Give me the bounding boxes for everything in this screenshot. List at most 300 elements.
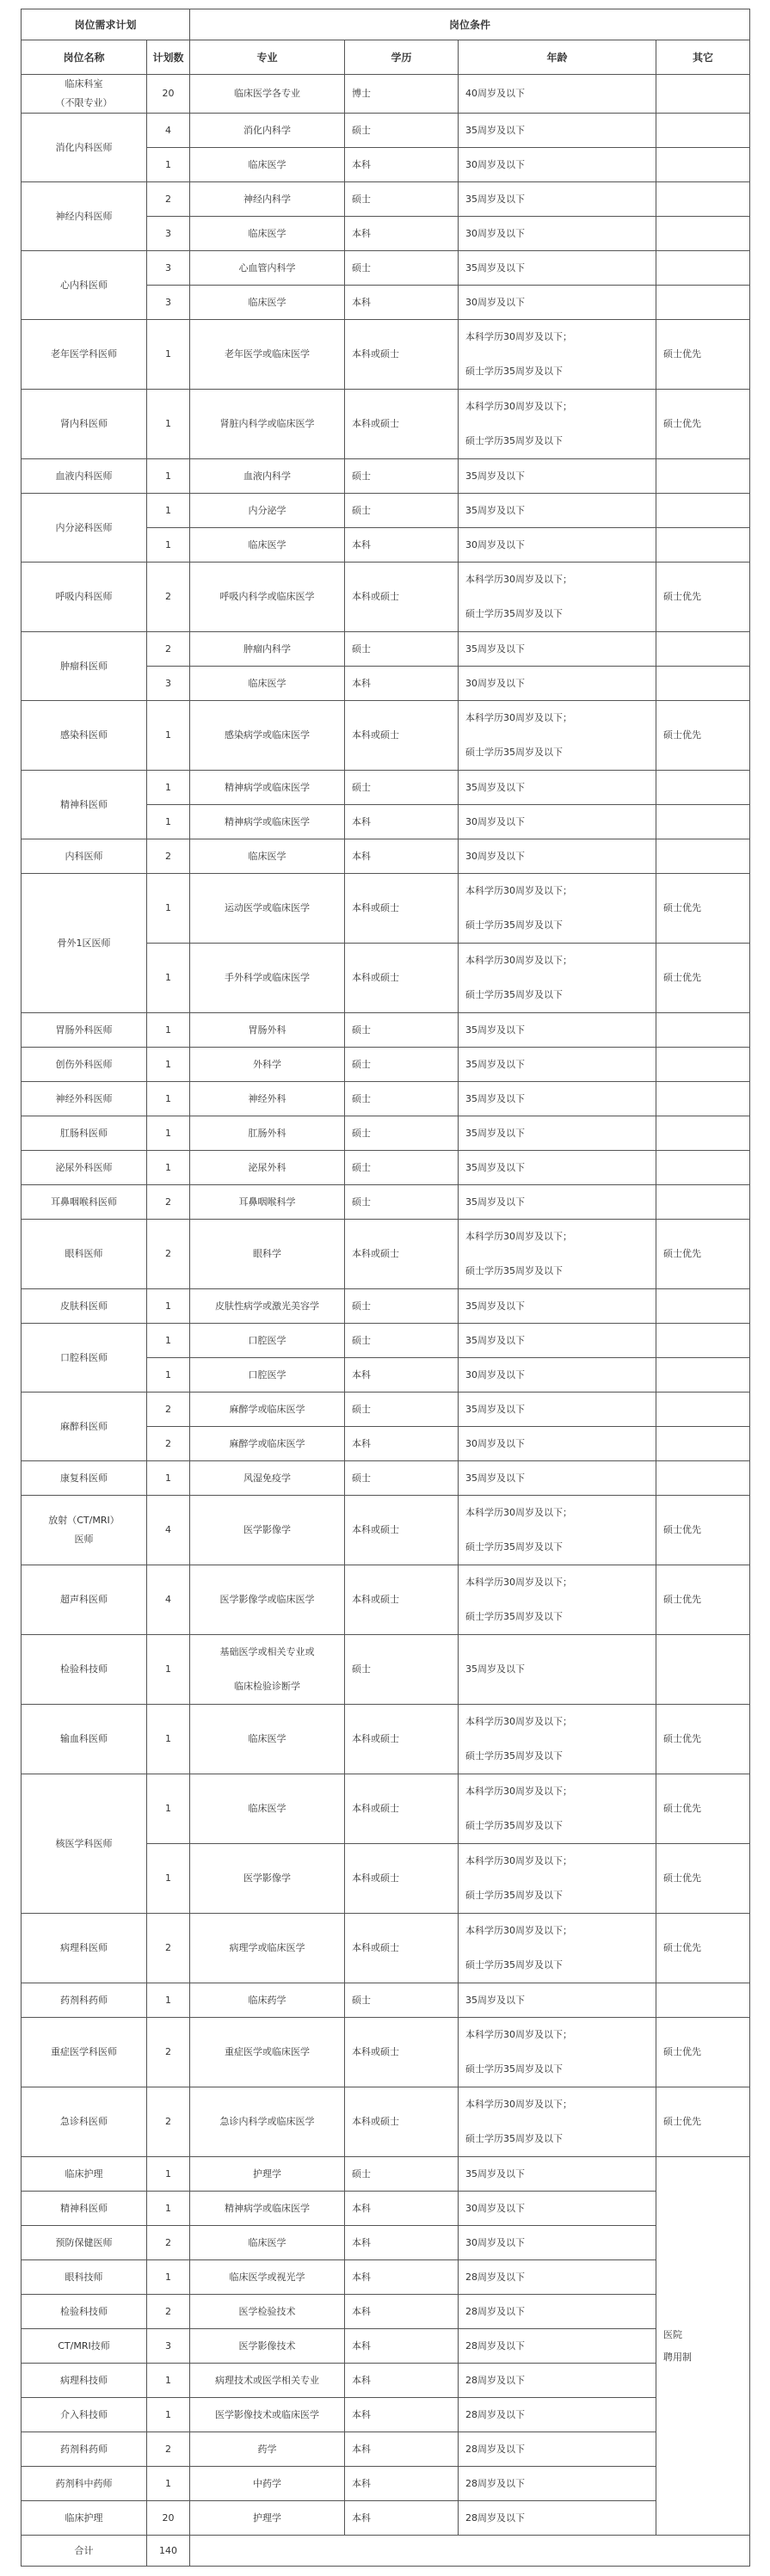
position-name-cell: 骨外1区医师 xyxy=(22,874,147,1013)
other-cell xyxy=(656,1116,750,1151)
position-name-line: （不限专业） xyxy=(55,97,113,108)
major-cell: 医学影像学 xyxy=(190,1496,345,1565)
plan-count-cell: 2 xyxy=(147,1185,190,1220)
other-cell xyxy=(656,1048,750,1082)
position-name-cell: 药剂科中药师 xyxy=(22,2467,147,2501)
plan-count-cell: 1 xyxy=(147,320,190,390)
position-name-cell: 康复科医师 xyxy=(22,1461,147,1496)
other-cell xyxy=(656,839,750,874)
position-name-cell: 口腔科医师 xyxy=(22,1324,147,1393)
table-row xyxy=(22,563,750,632)
age-cell: 35周岁及以下 xyxy=(459,1151,656,1185)
position-name-cell: 肿瘤科医师 xyxy=(22,632,147,701)
age-cell: 35周岁及以下 xyxy=(459,494,656,528)
position-name-cell: 皮肤科医师 xyxy=(22,1289,147,1324)
position-name-cell: 内科医师 xyxy=(22,839,147,874)
other-cell xyxy=(656,251,750,286)
plan-count-cell: 1 xyxy=(147,390,190,459)
table-row xyxy=(22,1013,750,1048)
education-cell: 硕士 xyxy=(345,182,459,217)
position-name-cell: 泌尿外科医师 xyxy=(22,1151,147,1185)
plan-count-cell: 1 xyxy=(147,1983,190,2018)
education-cell: 本科 xyxy=(345,2432,459,2467)
education-cell: 本科或硕士 xyxy=(345,563,459,632)
education-cell: 硕士 xyxy=(345,1461,459,1496)
position-name-cell: 检验科技师 xyxy=(22,1635,147,1705)
education-cell: 硕士 xyxy=(345,1324,459,1358)
plan-count-cell: 1 xyxy=(147,771,190,805)
major-cell: 麻醉学或临床医学 xyxy=(190,1427,345,1461)
major-cell: 医学影像技术或临床医学 xyxy=(190,2398,345,2432)
table-row xyxy=(22,2018,750,2087)
major-cell: 肾脏内科学或临床医学 xyxy=(190,390,345,459)
major-cell: 麻醉学或临床医学 xyxy=(190,1393,345,1427)
table-row xyxy=(22,701,750,771)
plan-count-cell: 4 xyxy=(147,114,190,148)
plan-count-cell: 2 xyxy=(147,2018,190,2087)
major-cell: 耳鼻咽喉科学 xyxy=(190,1185,345,1220)
education-cell: 本科 xyxy=(345,2329,459,2364)
major-cell: 临床医学各专业 xyxy=(190,75,345,114)
table-row xyxy=(22,874,750,944)
cell-line: 本科学历30周岁及以下； xyxy=(465,1231,573,1242)
plan-count-cell: 1 xyxy=(147,701,190,771)
table-row xyxy=(22,2364,750,2398)
other-cell xyxy=(656,632,750,667)
major-cell: 重症医学或临床医学 xyxy=(190,2018,345,2087)
table-row xyxy=(22,1289,750,1324)
cell-line: 硕士学历35周岁及以下 xyxy=(465,919,564,931)
age-cell: 28周岁及以下 xyxy=(459,2432,656,2467)
education-cell: 硕士 xyxy=(345,251,459,286)
other-cell: 硕士优先 xyxy=(656,1774,750,1844)
major-cell: 精神病学或临床医学 xyxy=(190,2192,345,2226)
position-name-cell: 输血科医师 xyxy=(22,1705,147,1774)
table-row xyxy=(22,1151,750,1185)
education-cell: 本科 xyxy=(345,667,459,701)
major-cell: 口腔医学 xyxy=(190,1358,345,1393)
position-name-cell: 肾内科医师 xyxy=(22,390,147,459)
major-cell: 临床医学 xyxy=(190,667,345,701)
position-name-cell: 内分泌科医师 xyxy=(22,494,147,563)
education-cell: 硕士 xyxy=(345,1082,459,1116)
cell-line: 本科学历30周岁及以下； xyxy=(465,712,573,723)
education-cell: 本科 xyxy=(345,839,459,874)
cell-line: 本科学历30周岁及以下； xyxy=(465,1786,573,1797)
table-row xyxy=(22,2157,750,2192)
plan-count-cell: 4 xyxy=(147,1496,190,1565)
plan-count-cell: 1 xyxy=(147,148,190,182)
col-header-count: 计划数 xyxy=(147,40,190,75)
major-cell: 心血管内科学 xyxy=(190,251,345,286)
age-cell xyxy=(459,944,656,1013)
major-cell: 病理学或临床医学 xyxy=(190,1914,345,1983)
education-cell: 硕士 xyxy=(345,1289,459,1324)
position-name-cell: 麻醉科医师 xyxy=(22,1393,147,1461)
total-label: 合计 xyxy=(22,2536,147,2567)
education-cell: 硕士 xyxy=(345,459,459,494)
age-cell: 35周岁及以下 xyxy=(459,114,656,148)
position-name-cell: 消化内科医师 xyxy=(22,114,147,182)
age-cell: 28周岁及以下 xyxy=(459,2295,656,2329)
plan-count-cell: 1 xyxy=(147,2364,190,2398)
education-cell: 硕士 xyxy=(345,1185,459,1220)
education-cell: 本科或硕士 xyxy=(345,944,459,1013)
plan-count-cell: 1 xyxy=(147,2467,190,2501)
other-cell xyxy=(656,1393,750,1427)
major-cell: 临床医学 xyxy=(190,2226,345,2260)
position-name-cell: 感染科医师 xyxy=(22,701,147,771)
plan-count-cell: 1 xyxy=(147,1635,190,1705)
education-cell: 本科或硕士 xyxy=(345,1914,459,1983)
age-cell: 30周岁及以下 xyxy=(459,667,656,701)
cell-line: 本科学历30周岁及以下； xyxy=(465,331,573,342)
table-row xyxy=(22,2432,750,2467)
education-cell: 本科 xyxy=(345,2226,459,2260)
plan-count-cell: 2 xyxy=(147,563,190,632)
major-cell: 精神病学或临床医学 xyxy=(190,805,345,839)
recruitment-plan-table xyxy=(21,9,750,2567)
education-cell: 硕士 xyxy=(345,771,459,805)
other-cell xyxy=(656,528,750,563)
age-cell: 35周岁及以下 xyxy=(459,1116,656,1151)
table-row xyxy=(22,1914,750,1983)
plan-count-cell: 1 xyxy=(147,2192,190,2226)
age-cell: 35周岁及以下 xyxy=(459,1324,656,1358)
other-cell: 硕士优先 xyxy=(656,1496,750,1565)
plan-count-cell: 2 xyxy=(147,1914,190,1983)
age-cell xyxy=(459,1220,656,1289)
plan-count-cell: 1 xyxy=(147,1048,190,1082)
other-cell xyxy=(656,1983,750,2018)
other-cell xyxy=(656,1151,750,1185)
major-cell: 神经外科 xyxy=(190,1082,345,1116)
table-row xyxy=(22,1185,750,1220)
other-cell xyxy=(656,1013,750,1048)
major-cell xyxy=(190,1635,345,1705)
major-cell: 风湿免疫学 xyxy=(190,1461,345,1496)
table-row xyxy=(22,1774,750,1844)
education-cell: 本科 xyxy=(345,217,459,251)
major-cell: 血液内科学 xyxy=(190,459,345,494)
cell-line: 硕士学历35周岁及以下 xyxy=(465,608,564,619)
age-cell xyxy=(459,1705,656,1774)
education-cell: 硕士 xyxy=(345,1116,459,1151)
table-row xyxy=(22,390,750,459)
cell-line: 本科学历30周岁及以下； xyxy=(465,885,573,896)
plan-count-cell: 20 xyxy=(147,2501,190,2536)
cell-line: 本科学历30周岁及以下； xyxy=(465,1577,573,1588)
education-cell: 本科或硕士 xyxy=(345,1774,459,1844)
other-cell xyxy=(656,286,750,320)
position-name-cell: 眼科技师 xyxy=(22,2260,147,2295)
total-empty xyxy=(190,2536,750,2567)
other-cell: 硕士优先 xyxy=(656,2018,750,2087)
position-name-cell: 检验科技师 xyxy=(22,2295,147,2329)
cell-line: 硕士学历35周岁及以下 xyxy=(465,989,564,1000)
other-cell: 硕士优先 xyxy=(656,1914,750,1983)
other-cell: 硕士优先 xyxy=(656,320,750,390)
table-row xyxy=(22,1635,750,1705)
position-name-cell: 病理科技师 xyxy=(22,2364,147,2398)
table-row xyxy=(22,1048,750,1082)
education-cell: 本科或硕士 xyxy=(345,1565,459,1635)
cell-line: 硕士学历35周岁及以下 xyxy=(465,1890,564,1901)
cell-line: 硕士学历35周岁及以下 xyxy=(465,1959,564,1970)
table-row xyxy=(22,632,750,667)
age-cell: 28周岁及以下 xyxy=(459,2364,656,2398)
cell-line: 硕士学历35周岁及以下 xyxy=(465,2133,564,2144)
table-row xyxy=(22,2329,750,2364)
age-cell: 35周岁及以下 xyxy=(459,251,656,286)
plan-count-cell: 1 xyxy=(147,1082,190,1116)
major-cell: 泌尿外科 xyxy=(190,1151,345,1185)
table-row xyxy=(22,2192,750,2226)
other-merged-cell xyxy=(656,2157,750,2536)
position-name-cell: 创伤外科医师 xyxy=(22,1048,147,1082)
major-cell: 医学检验技术 xyxy=(190,2295,345,2329)
position-name-cell: 重症医学科医师 xyxy=(22,2018,147,2087)
other-cell: 硕士优先 xyxy=(656,2087,750,2157)
major-cell: 手外科学或临床医学 xyxy=(190,944,345,1013)
other-cell xyxy=(656,75,750,114)
age-cell: 35周岁及以下 xyxy=(459,459,656,494)
plan-count-cell: 1 xyxy=(147,1013,190,1048)
cell-line: 硕士学历35周岁及以下 xyxy=(465,747,564,758)
position-name-cell: 临床护理 xyxy=(22,2157,147,2192)
major-cell: 临床医学或视光学 xyxy=(190,2260,345,2295)
position-name-cell: 精神科医师 xyxy=(22,2192,147,2226)
cell-line: 本科学历30周岁及以下； xyxy=(465,1925,573,1936)
age-cell: 30周岁及以下 xyxy=(459,2192,656,2226)
plan-count-cell: 1 xyxy=(147,874,190,944)
table-row xyxy=(22,1324,750,1358)
major-cell: 医学影像学 xyxy=(190,1844,345,1914)
major-cell: 药学 xyxy=(190,2432,345,2467)
position-name-line: 医师 xyxy=(74,1534,94,1545)
position-name-cell: 呼吸内科医师 xyxy=(22,563,147,632)
education-cell: 本科或硕士 xyxy=(345,1705,459,1774)
major-cell: 临床医学 xyxy=(190,217,345,251)
major-cell: 临床医学 xyxy=(190,1774,345,1844)
other-cell xyxy=(656,1082,750,1116)
position-name-cell: 胃肠外科医师 xyxy=(22,1013,147,1048)
table-row xyxy=(22,2467,750,2501)
major-cell: 皮肤性病学或激光美容学 xyxy=(190,1289,345,1324)
age-cell: 28周岁及以下 xyxy=(459,2329,656,2364)
plan-count-cell: 1 xyxy=(147,1358,190,1393)
position-name-cell: 眼科医师 xyxy=(22,1220,147,1289)
education-cell: 本科或硕士 xyxy=(345,1220,459,1289)
education-cell: 硕士 xyxy=(345,114,459,148)
major-cell: 病理技术或医学相关专业 xyxy=(190,2364,345,2398)
plan-count-cell: 1 xyxy=(147,805,190,839)
other-cell xyxy=(656,1289,750,1324)
table-row xyxy=(22,320,750,390)
education-cell: 本科 xyxy=(345,2192,459,2226)
age-cell: 30周岁及以下 xyxy=(459,1358,656,1393)
age-cell xyxy=(459,390,656,459)
column-header-row xyxy=(22,40,750,75)
position-name-cell: 老年医学科医师 xyxy=(22,320,147,390)
cell-line: 硕士学历35周岁及以下 xyxy=(465,1820,564,1831)
age-cell xyxy=(459,1496,656,1565)
position-name-cell: 超声科医师 xyxy=(22,1565,147,1635)
plan-count-cell: 1 xyxy=(147,2260,190,2295)
education-cell: 本科 xyxy=(345,2501,459,2536)
table-row xyxy=(22,2226,750,2260)
position-name-cell xyxy=(22,75,147,114)
position-name-cell xyxy=(22,1496,147,1565)
plan-count-cell: 3 xyxy=(147,286,190,320)
position-name-cell: 临床护理 xyxy=(22,2501,147,2536)
position-name-cell: 药剂科药师 xyxy=(22,1983,147,2018)
major-cell: 肿瘤内科学 xyxy=(190,632,345,667)
other-cell xyxy=(656,667,750,701)
plan-count-cell: 2 xyxy=(147,2295,190,2329)
table-row xyxy=(22,1116,750,1151)
major-cell: 临床医学 xyxy=(190,1705,345,1774)
major-cell: 中药学 xyxy=(190,2467,345,2501)
major-cell: 临床医学 xyxy=(190,528,345,563)
plan-count-cell: 2 xyxy=(147,839,190,874)
age-cell: 35周岁及以下 xyxy=(459,1635,656,1705)
plan-count-cell: 2 xyxy=(147,2432,190,2467)
other-cell xyxy=(656,182,750,217)
plan-count-cell: 20 xyxy=(147,75,190,114)
age-cell xyxy=(459,2018,656,2087)
cell-line: 硕士学历35周岁及以下 xyxy=(465,435,564,446)
plan-count-cell: 1 xyxy=(147,528,190,563)
position-name-cell: 神经内科医师 xyxy=(22,182,147,251)
plan-count-cell: 2 xyxy=(147,1427,190,1461)
education-cell: 本科或硕士 xyxy=(345,320,459,390)
age-cell: 28周岁及以下 xyxy=(459,2260,656,2295)
major-cell: 急诊内科学或临床医学 xyxy=(190,2087,345,2157)
education-cell: 博士 xyxy=(345,75,459,114)
major-cell: 胃肠外科 xyxy=(190,1013,345,1048)
age-cell: 35周岁及以下 xyxy=(459,1393,656,1427)
other-cell xyxy=(656,217,750,251)
age-cell: 28周岁及以下 xyxy=(459,2467,656,2501)
cell-line: 本科学历30周岁及以下； xyxy=(465,1507,573,1518)
plan-count-cell: 3 xyxy=(147,2329,190,2364)
age-cell: 30周岁及以下 xyxy=(459,805,656,839)
plan-count-cell: 1 xyxy=(147,494,190,528)
age-cell: 35周岁及以下 xyxy=(459,1185,656,1220)
age-cell: 40周岁及以下 xyxy=(459,75,656,114)
major-cell: 消化内科学 xyxy=(190,114,345,148)
cell-line: 本科学历30周岁及以下； xyxy=(465,955,573,966)
position-name-cell: 耳鼻咽喉科医师 xyxy=(22,1185,147,1220)
table-row xyxy=(22,2501,750,2536)
major-cell: 眼科学 xyxy=(190,1220,345,1289)
education-cell: 硕士 xyxy=(345,494,459,528)
other-cell xyxy=(656,114,750,148)
cell-line: 本科学历30周岁及以下； xyxy=(465,1855,573,1866)
table-row xyxy=(22,2295,750,2329)
education-cell: 本科 xyxy=(345,2295,459,2329)
col-header-age: 年龄 xyxy=(459,40,656,75)
table-row xyxy=(22,2260,750,2295)
plan-count-cell: 2 xyxy=(147,632,190,667)
cell-line: 本科学历30周岁及以下； xyxy=(465,401,573,412)
major-cell: 老年医学或临床医学 xyxy=(190,320,345,390)
major-cell: 运动医学或临床医学 xyxy=(190,874,345,944)
table-row xyxy=(22,1220,750,1289)
plan-count-cell: 1 xyxy=(147,1844,190,1914)
cell-line: 本科学历30周岁及以下； xyxy=(465,574,573,585)
other-merged-line: 医院 xyxy=(663,2328,683,2340)
position-name-cell: 病理科医师 xyxy=(22,1914,147,1983)
table-row xyxy=(22,1496,750,1565)
age-cell: 28周岁及以下 xyxy=(459,2501,656,2536)
education-cell: 本科或硕士 xyxy=(345,701,459,771)
table-row xyxy=(22,494,750,528)
major-cell: 精神病学或临床医学 xyxy=(190,771,345,805)
plan-count-cell: 2 xyxy=(147,1393,190,1427)
cell-line: 硕士学历35周岁及以下 xyxy=(465,1265,564,1276)
education-cell: 本科 xyxy=(345,148,459,182)
plan-count-cell: 1 xyxy=(147,1461,190,1496)
plan-count-cell: 1 xyxy=(147,2157,190,2192)
plan-count-cell: 1 xyxy=(147,944,190,1013)
major-cell: 呼吸内科学或临床医学 xyxy=(190,563,345,632)
table-row xyxy=(22,1393,750,1427)
group-header-row xyxy=(22,9,750,40)
education-cell: 硕士 xyxy=(345,2157,459,2192)
plan-count-cell: 2 xyxy=(147,2226,190,2260)
table-row xyxy=(22,1461,750,1496)
other-cell xyxy=(656,771,750,805)
col-header-education: 学历 xyxy=(345,40,459,75)
cell-line: 本科学历30周岁及以下； xyxy=(465,2099,573,2110)
other-cell: 硕士优先 xyxy=(656,944,750,1013)
major-cell: 临床医学 xyxy=(190,839,345,874)
other-cell xyxy=(656,1635,750,1705)
education-cell: 硕士 xyxy=(345,632,459,667)
plan-count-cell: 3 xyxy=(147,667,190,701)
age-cell: 30周岁及以下 xyxy=(459,217,656,251)
age-cell xyxy=(459,563,656,632)
table-row xyxy=(22,2087,750,2157)
major-cell: 神经内科学 xyxy=(190,182,345,217)
education-cell: 本科 xyxy=(345,805,459,839)
plan-count-cell: 1 xyxy=(147,1774,190,1844)
age-cell xyxy=(459,1914,656,1983)
education-cell: 本科或硕士 xyxy=(345,2018,459,2087)
plan-count-cell: 1 xyxy=(147,459,190,494)
education-cell: 本科 xyxy=(345,286,459,320)
plan-count-cell: 1 xyxy=(147,1324,190,1358)
education-cell: 本科 xyxy=(345,1427,459,1461)
plan-count-cell: 2 xyxy=(147,182,190,217)
age-cell xyxy=(459,1774,656,1844)
age-cell xyxy=(459,320,656,390)
cell-line: 硕士学历35周岁及以下 xyxy=(465,1611,564,1622)
major-cell: 医学影像学或临床医学 xyxy=(190,1565,345,1635)
age-cell: 35周岁及以下 xyxy=(459,771,656,805)
cell-line: 临床检验诊断学 xyxy=(234,1681,301,1692)
other-cell xyxy=(656,805,750,839)
position-name-cell: 血液内科医师 xyxy=(22,459,147,494)
major-cell: 医学影像技术 xyxy=(190,2329,345,2364)
education-cell: 硕士 xyxy=(345,1983,459,2018)
age-cell: 30周岁及以下 xyxy=(459,148,656,182)
education-cell: 本科 xyxy=(345,2364,459,2398)
position-name-cell: 介入科技师 xyxy=(22,2398,147,2432)
education-cell: 本科或硕士 xyxy=(345,874,459,944)
